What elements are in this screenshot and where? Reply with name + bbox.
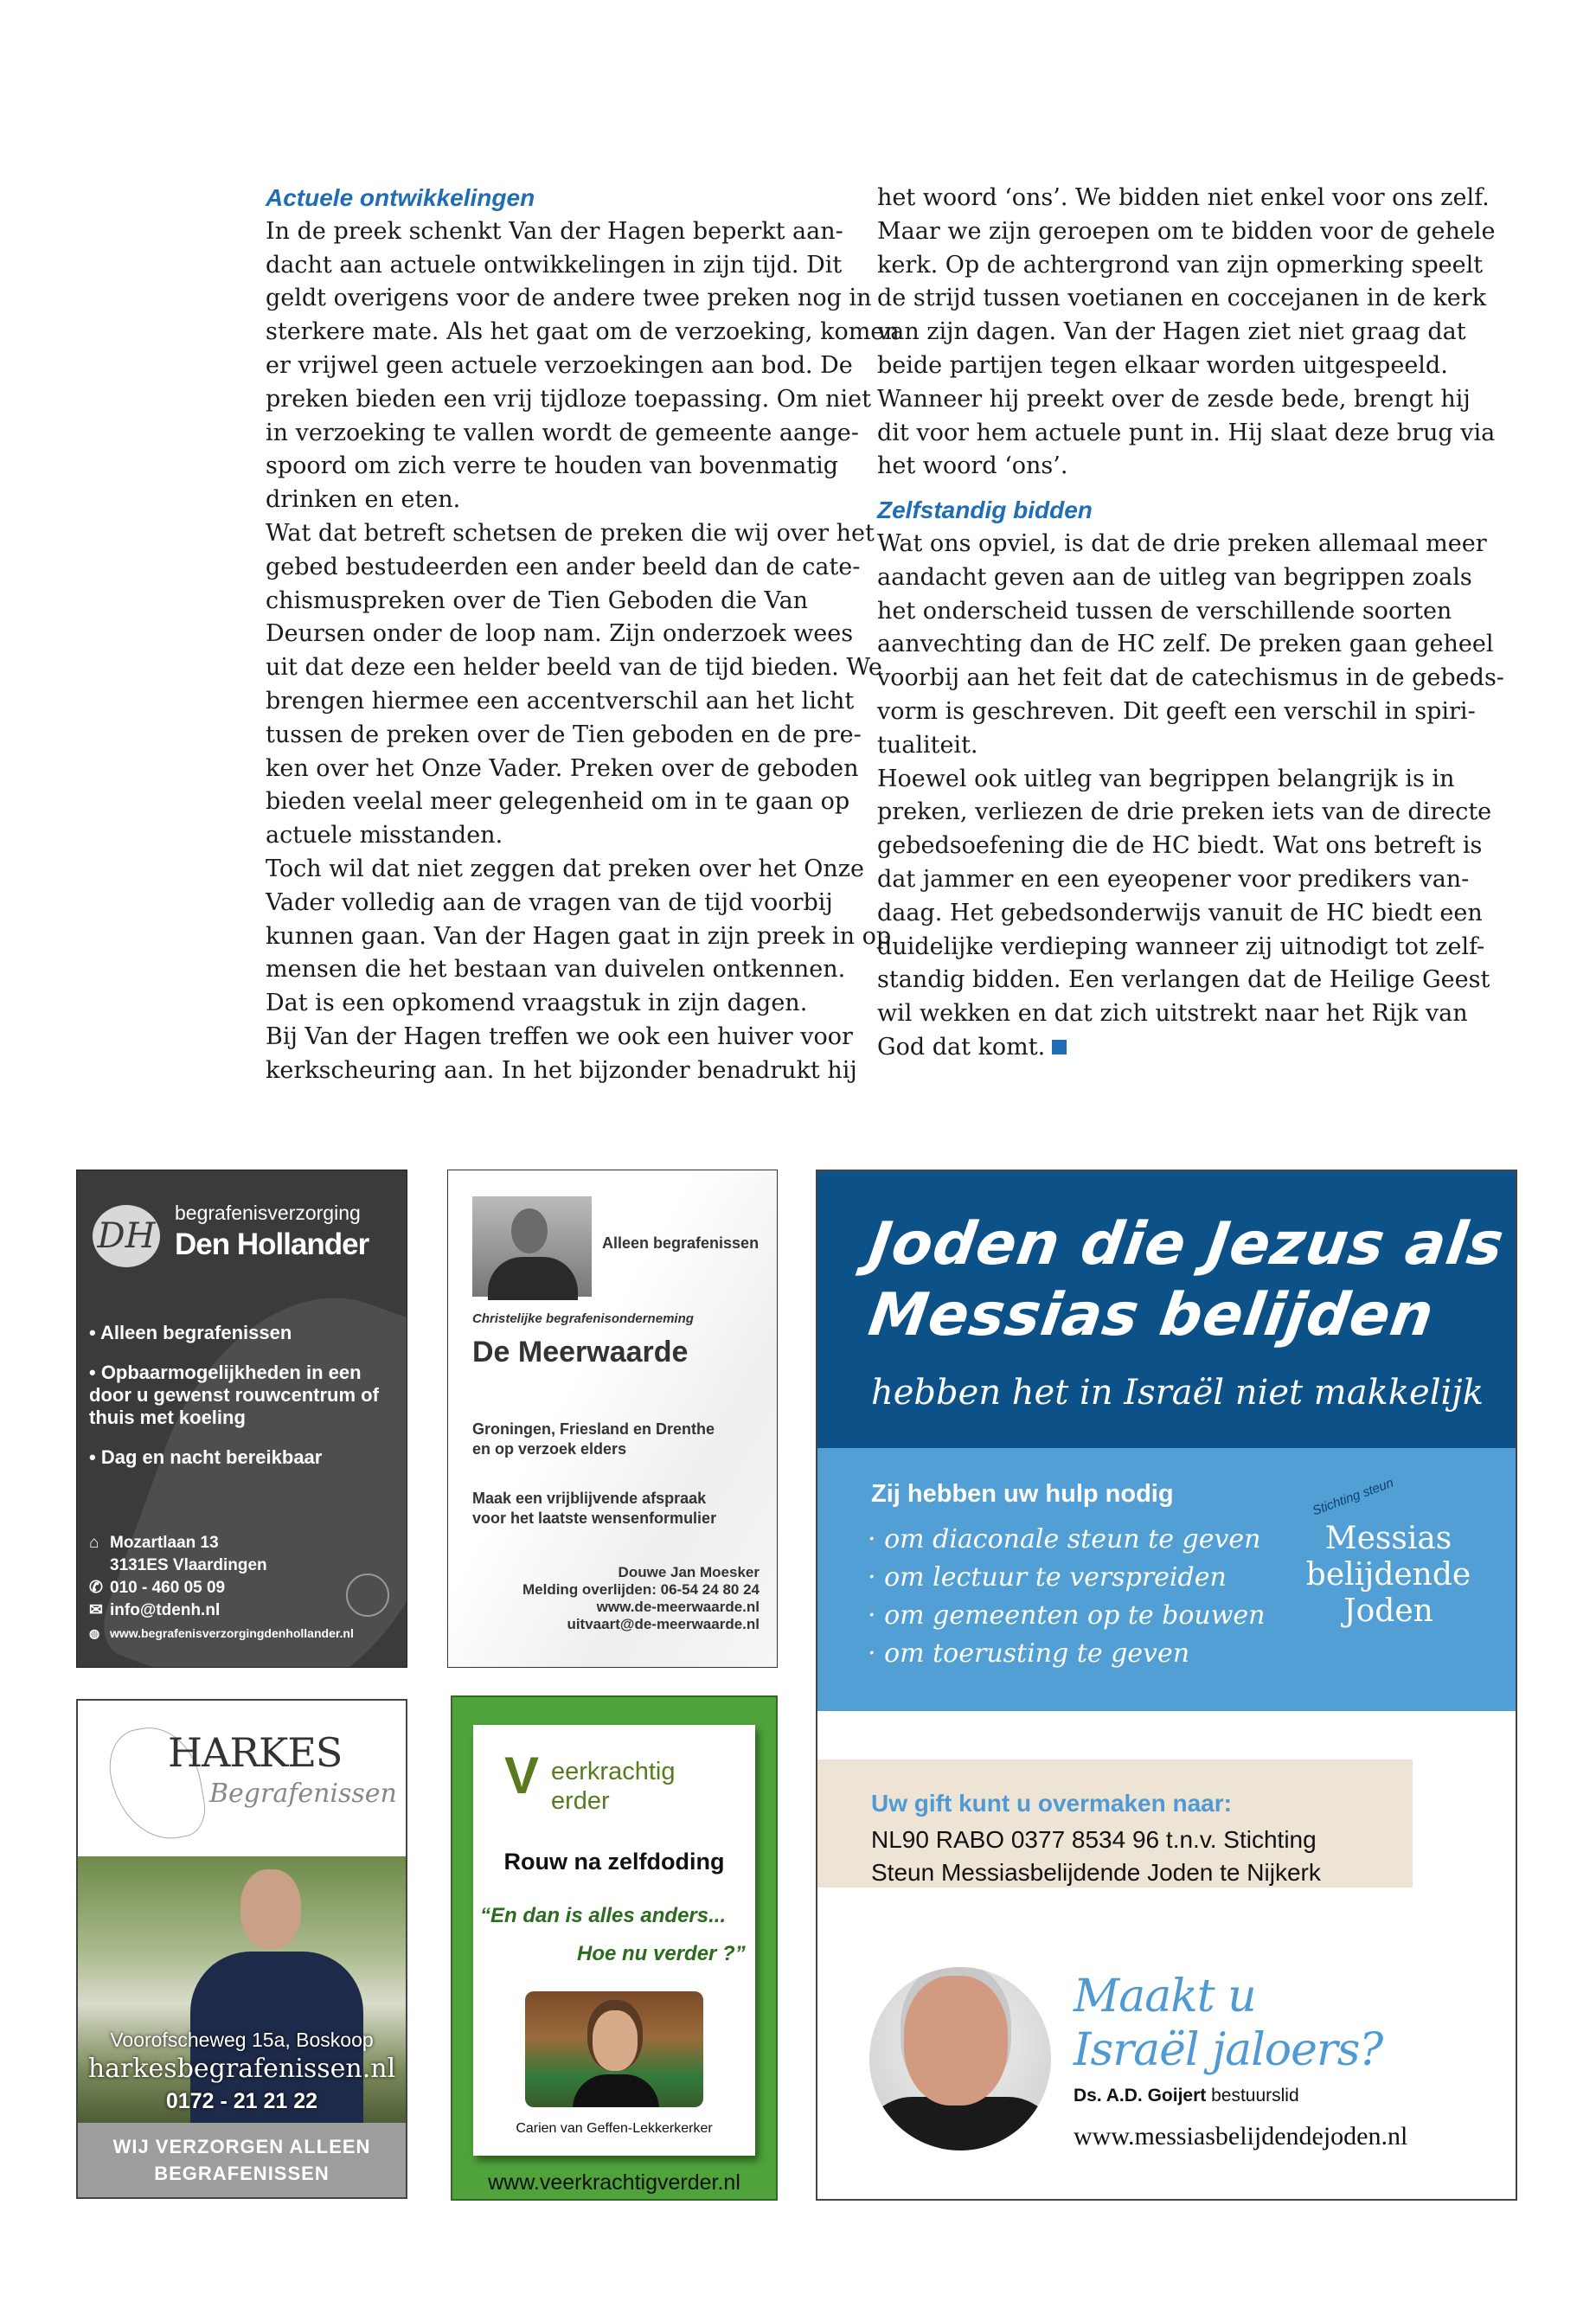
- text: kerk. Op de achtergrond van zijn opmerking speelt: [877, 251, 1484, 279]
- portrait-photo: [869, 1967, 1051, 2150]
- help-item: · om gemeenten op te bouwen: [868, 1600, 1266, 1631]
- text-line: [877, 729, 1452, 763]
- ad-title: Rouw na zelfdoding: [503, 1849, 725, 1875]
- website-link[interactable]: harkesbegrafenissen.nl: [87, 2054, 396, 2084]
- text-line: [877, 796, 1492, 830]
- website-link[interactable]: www.messiasbelijdendejoden.nl: [1074, 2122, 1408, 2150]
- website-link[interactable]: www.begrafenisverzorgingdenhollander.nl: [110, 1626, 354, 1640]
- text-line: [877, 931, 1485, 965]
- text: ken over het Onze Vader. Preken over de geboden: [266, 754, 859, 782]
- text-line: [266, 819, 841, 853]
- website-link[interactable]: www.de-meerwaarde.nl: [596, 1599, 760, 1615]
- article-column-right: [877, 182, 1504, 1065]
- text: mensen die het bestaan van duivelen ontkennen.: [266, 956, 846, 984]
- text-line: [877, 349, 1452, 383]
- text-line: [266, 785, 850, 819]
- region-line: Groningen, Friesland en Drenthe: [472, 1420, 715, 1438]
- help-list: [868, 1521, 1266, 1673]
- logo-text: eerkrachtig: [551, 1758, 676, 1785]
- bank-account: NL90 RABO 0377 8534 96 t.n.v. Stichting: [871, 1826, 1317, 1853]
- text: Wanneer hij preekt over de zesde bede, brengt hij: [877, 385, 1471, 413]
- text: het woord ‘ons’. We bidden niet enkel voor ons zelf.: [877, 184, 1490, 211]
- tagline: hebben het in Israël niet makkelijk: [871, 1373, 1484, 1413]
- mail-icon: ✉: [89, 1601, 103, 1619]
- service-item: • Alleen begrafenissen: [89, 1322, 292, 1343]
- text: Actuele ontwikkelingen: [266, 184, 535, 211]
- text: standig bidden. Een verlangen dat de Heilige Geest: [877, 966, 1490, 994]
- ad-harkes[interactable]: [76, 1699, 407, 2199]
- text: er vrijwel geen actuele verzoekingen aan bod. De: [266, 351, 853, 379]
- cta-line: Maak een vrijblijvende afspraak: [472, 1490, 707, 1507]
- text-line: [266, 551, 861, 585]
- headline-line: Messias belijden: [864, 1281, 1439, 1349]
- text-line: [877, 417, 1496, 451]
- logo-arc-text: Stichting steun: [1310, 1475, 1396, 1519]
- text: het woord ‘ons’.: [877, 452, 1068, 480]
- text-line: [877, 450, 1452, 484]
- gift-box: [817, 1759, 1413, 1888]
- article-column-left: [266, 182, 900, 1088]
- text-line: [266, 1021, 853, 1054]
- logo-v-icon: V: [504, 1747, 540, 1804]
- address-line: 3131ES Vlaardingen: [110, 1556, 267, 1574]
- portrait-photo: [525, 1991, 703, 2107]
- ad-title: HARKES: [168, 1729, 343, 1776]
- ad-de-meerwaarde[interactable]: [447, 1170, 778, 1668]
- text: preken bieden een vrij tijdloze toepassing. Om niet: [266, 385, 871, 413]
- phone-icon: ✆: [89, 1579, 103, 1597]
- text: Bij Van der Hagen treffen we ook een huiver voor: [266, 1022, 853, 1050]
- text-line: [266, 887, 841, 920]
- text: gebedsoefening die de HC biedt. Wat ons betreft is: [877, 832, 1483, 860]
- text: aandacht geven aan de uitleg van begrippen zoals: [877, 563, 1472, 591]
- contact-block: [89, 1532, 354, 1644]
- quote-line: “En dan is alles anders...: [480, 1904, 727, 1927]
- headline-line: Joden die Jezus als: [864, 1210, 1509, 1279]
- ad-subtitle: Christelijke begrafenisonderneming: [472, 1311, 694, 1326]
- slogan-line: WIJ VERZORGEN ALLEEN: [112, 2136, 371, 2157]
- text: in verzoeking te vallen wordt de gemeente aange-: [266, 419, 859, 446]
- text-line: [877, 695, 1476, 729]
- ad-subtitle: begrafenisverzorging: [175, 1202, 361, 1224]
- den-hollander-logo: DH: [93, 1205, 160, 1267]
- phone: 010 - 460 05 09: [110, 1579, 226, 1597]
- text-line: [266, 517, 875, 551]
- text-line: [266, 282, 872, 316]
- ad-title: Den Hollander: [175, 1227, 369, 1261]
- text: gebed bestudeerden een ander beeld dan de cate-: [266, 553, 861, 580]
- ad-den-hollander[interactable]: [76, 1170, 407, 1668]
- phone: Melding overlijden: 06-54 24 80 24: [522, 1581, 760, 1598]
- text: voorbij aan het feit dat de catechismus in de gebeds-: [877, 664, 1504, 692]
- text: Maar we zijn geroepen om te bidden voor de gehele: [877, 217, 1496, 245]
- board-member: [1074, 2085, 1299, 2107]
- text: dit voor hem actuele punt in. Hij slaat deze brug via: [877, 419, 1496, 446]
- text-line: [877, 897, 1483, 931]
- portrait-photo: [472, 1196, 592, 1297]
- text: Deursen onder de loop nam. Zijn onderzoek wees: [266, 620, 854, 648]
- help-item: · om toerusting te geven: [868, 1638, 1190, 1669]
- text-line: [266, 316, 900, 349]
- section-heading: [266, 182, 841, 215]
- logo-line: Messias: [1324, 1521, 1452, 1556]
- text: Hoewel ook uitleg van begrippen belangrijk is in: [877, 765, 1455, 792]
- text: geldt overigens voor de andere twee preken nog in: [266, 285, 872, 312]
- text-line: [877, 1031, 1452, 1065]
- text-line: [266, 719, 862, 753]
- ad-messias-belijdende-joden[interactable]: [816, 1170, 1517, 2201]
- text-line: [877, 997, 1468, 1031]
- contact-block: [522, 1564, 760, 1633]
- text: beide partijen tegen elkaar worden uitgespeeld.: [877, 351, 1448, 379]
- text-line: [266, 753, 859, 786]
- text: brengen hiermee een accentverschil aan het licht: [266, 687, 855, 715]
- text: van zijn dagen. Van der Hagen ziet niet graag dat: [877, 318, 1466, 346]
- text: aanvechting dan de HC zelf. De preken gaan geheel: [877, 631, 1494, 658]
- ad-card: [473, 1725, 755, 2156]
- text: dat jammer en een eyeopener voor predikers van-: [877, 865, 1470, 893]
- text-line: [266, 215, 841, 249]
- text: spoord om zich verre te houden van bovenmatig: [266, 452, 839, 480]
- text: drinken en eten.: [266, 486, 461, 514]
- text-line: [877, 863, 1470, 897]
- text-line: [266, 685, 855, 719]
- bank-account-holder: Steun Messiasbelijdende Joden te Nijkerk: [871, 1859, 1321, 1886]
- website-link[interactable]: www.veerkrachtigverder.nl: [488, 2170, 740, 2195]
- question-line: Israël jaloers?: [1074, 2024, 1383, 2076]
- email-link[interactable]: info@tdenh.nl: [110, 1601, 221, 1619]
- address: Voorofscheweg 15a, Boskoop: [110, 2029, 374, 2051]
- member-role: bestuurslid: [1211, 2086, 1299, 2106]
- home-icon: ⌂: [89, 1534, 99, 1552]
- ad-title: De Meerwaarde: [472, 1336, 689, 1368]
- text-line: [266, 651, 882, 685]
- text-line: [266, 920, 892, 954]
- foundation-logo: [1302, 1475, 1475, 1630]
- text: Zelfstandig bidden: [877, 497, 1093, 524]
- phone: 0172 - 21 21 22: [165, 2089, 318, 2113]
- text-line: [877, 316, 1466, 349]
- text: Vader volledig aan de vragen van de tijd voorbij: [266, 888, 833, 916]
- seal-icon: [346, 1574, 389, 1617]
- end-mark-icon: [1052, 1040, 1067, 1054]
- text: tussen de preken over de Tien geboden en de pre-: [266, 721, 862, 748]
- text: duidelijke verdieping wanneer zij uitnodigt tot zelf-: [877, 933, 1485, 960]
- text: tualiteit.: [877, 731, 978, 759]
- text-line: [266, 450, 841, 484]
- help-item: · om lectuur te verspreiden: [868, 1562, 1227, 1593]
- ad-tagline: Alleen begrafenissen: [602, 1234, 760, 1252]
- ad-veerkrachtig-verder[interactable]: [451, 1695, 778, 2201]
- text: het onderscheid tussen de verschillende soorten: [877, 597, 1452, 625]
- text: dacht aan actuele ontwikkelingen in zijn tijd. Dit: [266, 251, 843, 279]
- text-line: [877, 528, 1487, 561]
- quote-line: Hoe nu verder ?”: [577, 1942, 746, 1965]
- text: preken, verliezen de drie preken iets van de directe: [877, 798, 1492, 826]
- photo-caption: Carien van Geffen-Lekkerkerker: [516, 2121, 713, 2136]
- text-line: [266, 249, 841, 283]
- text: God dat komt.: [877, 1033, 1046, 1061]
- text-line: [266, 417, 859, 451]
- text: kerkscheuring aan. In het bijzonder benadrukt hij: [266, 1056, 857, 1084]
- email-link[interactable]: uitvaart@de-meerwaarde.nl: [567, 1616, 760, 1632]
- text-line: [266, 618, 854, 651]
- ad-subtitle: Begrafenissen: [209, 1779, 397, 1809]
- text-line: [877, 383, 1471, 417]
- ad-slogan-band: [78, 2123, 406, 2197]
- text: sterkere mate. Als het gaat om de verzoeking, komen: [266, 318, 900, 346]
- member-name: Ds. A.D. Goijert: [1074, 2086, 1207, 2106]
- text: uit dat deze een helder beeld van de tijd bieden. We: [266, 654, 882, 682]
- text-line: [266, 349, 853, 383]
- contact-person: Douwe Jan Moesker: [618, 1564, 760, 1580]
- region-text: [472, 1420, 715, 1459]
- text-line: [877, 249, 1484, 283]
- text-line: [266, 383, 871, 417]
- globe-icon: ◍: [89, 1626, 100, 1640]
- text-line: [266, 987, 841, 1021]
- text-line: [266, 853, 864, 887]
- text-line: [877, 662, 1504, 695]
- slogan-line: BEGRAFENISSEN: [154, 2163, 330, 2184]
- section-heading: [877, 494, 1452, 528]
- portrait-photo: [190, 1869, 363, 2125]
- help-band: [817, 1448, 1516, 1711]
- text: Wat dat betreft schetsen de preken die wij over het: [266, 519, 875, 547]
- text-line: [877, 763, 1455, 797]
- text-line: [877, 215, 1496, 249]
- text-line: [877, 595, 1452, 629]
- gift-heading: Uw gift kunt u overmaken naar:: [871, 1790, 1232, 1817]
- cta-line: voor het laatste wensenformulier: [472, 1509, 717, 1527]
- service-item: • Opbaarmogelijkheden in een door u gewenst rouwcentrum of thuis met koeling: [89, 1362, 379, 1428]
- logo-line: belijdende: [1305, 1557, 1471, 1593]
- text-line: [877, 282, 1487, 316]
- text: Wat ons opviel, is dat de drie preken allemaal meer: [877, 529, 1487, 557]
- text: chismuspreken over de Tien Geboden die Van: [266, 586, 809, 614]
- text: daag. Het gebedsonderwijs vanuit de HC biedt een: [877, 899, 1483, 926]
- text: Dat is een opkomend vraagstuk in zijn dagen.: [266, 990, 808, 1017]
- logo-line: Joden: [1343, 1593, 1433, 1629]
- service-item: • Dag en nacht bereikbaar: [89, 1446, 323, 1468]
- text: vorm is geschreven. Dit geeft een verschil in spiri-: [877, 697, 1476, 725]
- question-line: Maakt u: [1074, 1971, 1256, 2022]
- text: kunnen gaan. Van der Hagen gaat in zijn preek in op: [266, 922, 892, 950]
- text: de strijd tussen voetianen en coccejanen in de kerk: [877, 285, 1487, 312]
- text: In de preek schenkt Van der Hagen beperkt aan-: [266, 217, 843, 245]
- headline-band: [817, 1171, 1516, 1448]
- text-line: [266, 484, 841, 517]
- text: actuele misstanden.: [266, 822, 503, 849]
- text-line: [877, 561, 1472, 595]
- text-line: [266, 585, 841, 619]
- text-line: [877, 830, 1483, 863]
- text-line: [877, 484, 1452, 494]
- text-line: [877, 182, 1490, 215]
- text: Toch wil dat niet zeggen dat preken over het Onze: [266, 855, 864, 882]
- cta-text: [472, 1489, 716, 1529]
- help-heading: Zij hebben uw hulp nodig: [871, 1480, 1174, 1508]
- text-line: [877, 628, 1494, 662]
- region-line: en op verzoek elders: [472, 1440, 627, 1458]
- text: bieden veelal meer gelegenheid om in te gaan op: [266, 788, 850, 816]
- text-line: [266, 953, 846, 987]
- text-line: [266, 1054, 857, 1088]
- text: wil wekken en dat zich uitstrekt naar het Rijk van: [877, 1000, 1468, 1028]
- text-line: [877, 964, 1490, 997]
- logo-text: erder: [551, 1787, 610, 1815]
- help-item: · om diaconale steun te geven: [868, 1524, 1261, 1554]
- service-list: [89, 1322, 392, 1486]
- address-line: Mozartlaan 13: [110, 1534, 219, 1552]
